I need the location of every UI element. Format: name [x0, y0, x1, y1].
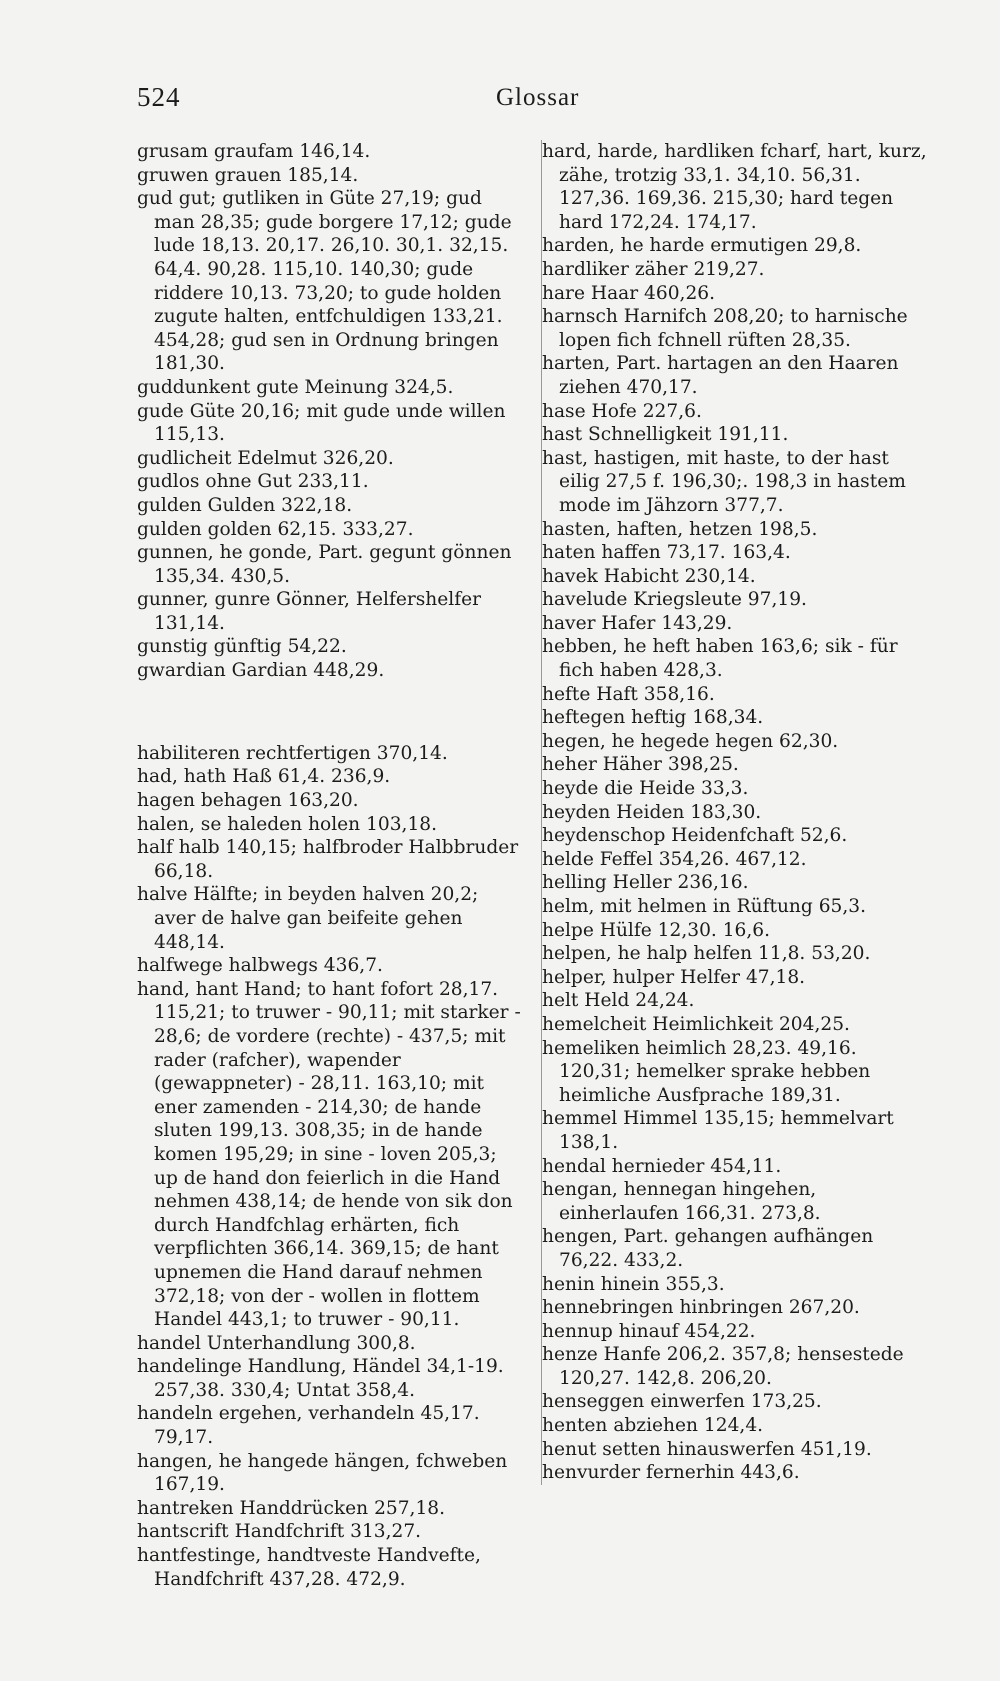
glossary-entry: hantreken Handdrücken 257,18.: [137, 1497, 446, 1519]
glossary-entry: hantfestinge, handtveste Handvefte, Handfchrift 437,28. 472,9.: [137, 1545, 481, 1590]
glossary-entry: handelinge Handlung, Händel 34,1-19. 257,38. 330,4; Untat 358,4.: [137, 1356, 504, 1401]
glossary-entry: harten, Part. hartagen an den Haaren ziehen 470,17.: [542, 353, 899, 398]
glossary-entry: hennebringen hinbringen 267,20.: [542, 1297, 860, 1319]
glossary-entry: halen, se haleden holen 103,18.: [137, 813, 438, 835]
glossary-entry: gude Güte 20,16; mit gude unde willen 115,13.: [137, 400, 506, 446]
glossary-entry: henseggen einwerfen 173,25.: [542, 1391, 822, 1413]
glossary-column-right: [541, 140, 932, 1485]
glossary-entry: hefte Haft 358,16.: [542, 683, 715, 705]
glossary-entry: helde Feffel 354,26. 467,12.: [542, 848, 807, 870]
glossary-entry: gunnen, he gonde, Part. gegunt gönnen 135,34. 430,5.: [137, 542, 512, 587]
glossary-entry: hantscrift Handfchrift 313,27.: [137, 1521, 422, 1543]
glossary-entry: hast, hastigen, mit haste, to der hast eilig 27,5 f. 196,30;. 198,3 in hastem mode im Jähzorn 377,7.: [542, 447, 906, 516]
glossary-entry: henut setten hinauswerfen 451,19.: [542, 1438, 872, 1460]
glossary-entry: helpen, he halp helfen 11,8. 53,20.: [542, 943, 871, 965]
glossary-entry: gud gut; gutliken in Güte 27,19; gud man 28,35; gude borgere 17,12; gude lude 18,13. 20,17. 26,10. 30,1. 32,15. 64,4. 90,28. 115,10. 140,30; gude riddere 10,13. 73,20; to gude holden zugute halten, entfchuldigen 133,21. 454,28; gud sen in Ordnung bringen 181,30.: [137, 188, 512, 375]
glossary-entry: hemeliken heimlich 28,23. 49,16. 120,31; hemelker sprake hebben heimliche Ausfprache 189,31.: [542, 1037, 871, 1106]
glossary-entry: hendal hernieder 454,11.: [542, 1155, 782, 1177]
glossary-entry: heyde die Heide 33,3.: [542, 778, 749, 800]
glossary-entry: gruwen grauen 185,14.: [137, 164, 359, 186]
page-header: [0, 82, 1000, 122]
glossary-entry: hard, harde, hardliken fcharf, hart, kurz, zähe, trotzig 33,1. 34,10. 56,31. 127,36. 169,36. 215,30; hard tegen hard 172,24. 174,17.: [542, 141, 927, 233]
glossary-entry: hennup hinauf 454,22.: [542, 1320, 756, 1342]
glossary-entry: gunner, gunre Gönner, Helfershelfer 131,14.: [137, 589, 482, 634]
glossary-entry: heydenschop Heidenfchaft 52,6.: [542, 825, 848, 847]
glossary-entry: heher Häher 398,25.: [542, 754, 739, 776]
glossary-entry: henten abziehen 124,4.: [542, 1415, 764, 1437]
glossary-entry: had, hath Haß 61,4. 236,9.: [137, 766, 391, 788]
glossary-entry: hagen behagen 163,20.: [137, 790, 359, 812]
glossary-entry: heftegen heftig 168,34.: [542, 707, 764, 729]
glossary-entry: handeln ergehen, verhandeln 45,17. 79,17.: [137, 1403, 480, 1449]
glossary-entry: hebben, he heft haben 163,6; sik - für fich haben 428,3.: [542, 636, 898, 682]
glossary-entry: gwardian Gardian 448,29.: [137, 660, 385, 682]
glossary-entry: gulden Gulden 322,18.: [137, 494, 353, 516]
glossary-entry: hengen, Part. gehangen aufhängen 76,22. 433,2.: [542, 1226, 874, 1271]
glossary-entry: hand, hant Hand; to hant fofort 28,17. 115,21; to truwer - 90,11; mit starker - 28,6; de vordere (rechte) - 437,5; mit rader (rafcher), wapender (gewappneter) - 28,11. 163,10; mit ener zamenden - 214,30; de hande sluten 199,13. 308,35; in de hande komen 195,29; in sine - loven 205,3; up de hand don feierlich in die Hand nehmen 438,14; de hende von sik don durch Handfchlag erhärten, fich verpflichten 366,14. 369,15; de hant upnemen die Hand darauf nehmen 372,18; von der - wollen in flottem Handel 443,1; to truwer - 90,11.: [137, 978, 521, 1331]
glossary-entry: hase Hofe 227,6.: [542, 400, 702, 422]
section-gap: [137, 701, 525, 723]
glossary-column-left: [137, 140, 525, 1591]
glossary-entry: harnsch Harnifch 208,20; to harnische lopen fich fchnell rüften 28,35.: [542, 306, 908, 351]
glossary-entry: hangen, he hangede hängen, fchweben 167,19.: [137, 1450, 508, 1496]
glossary-entry: havelude Kriegsleute 97,19.: [542, 589, 807, 611]
glossary-entry: harden, he harde ermutigen 29,8.: [542, 235, 862, 257]
glossary-entry: hegen, he hegede hegen 62,30.: [542, 730, 839, 752]
glossary-entry: gudlos ohne Gut 233,11.: [137, 471, 369, 493]
running-title: Glossar: [496, 84, 580, 111]
glossary-entry: halve Hälfte; in beyden halven 20,2; aver de halve gan beifeite gehen 448,14.: [137, 884, 479, 953]
glossary-entry: hast Schnelligkeit 191,11.: [542, 424, 789, 446]
glossary-entry: helt Held 24,24.: [542, 990, 695, 1012]
glossary-entry: heyden Heiden 183,30.: [542, 801, 762, 823]
glossary-entry: henvurder fernerhin 443,6.: [542, 1462, 800, 1484]
glossary-entry: handel Unterhandlung 300,8.: [137, 1332, 416, 1354]
glossary-entry: helper, hulper Helfer 47,18.: [542, 966, 806, 988]
glossary-entry: gunstig günftig 54,22.: [137, 636, 347, 658]
glossary-entry: grusam graufam 146,14.: [137, 141, 371, 162]
glossary-entry: gudlicheit Edelmut 326,20.: [137, 447, 394, 469]
glossary-entry: guddunkent gute Meinung 324,5.: [137, 376, 454, 398]
glossary-entry: haten haffen 73,17. 163,4.: [542, 542, 791, 564]
glossary-entry: henin hinein 355,3.: [542, 1273, 725, 1295]
glossary-entry: hasten, haften, hetzen 198,5.: [542, 518, 818, 540]
glossary-entry: hare Haar 460,26.: [542, 282, 716, 304]
glossary-entry: gulden golden 62,15. 333,27.: [137, 518, 414, 540]
glossary-entry: hengan, hennegan hingehen, einherlaufen 166,31. 273,8.: [542, 1179, 821, 1224]
glossary-entry: helpe Hülfe 12,30. 16,6.: [542, 919, 771, 941]
glossary-entry: hardliker zäher 219,27.: [542, 258, 765, 280]
glossary-entry: habiliteren rechtfertigen 370,14.: [137, 742, 448, 764]
glossary-entry: hemelcheit Heimlichkeit 204,25.: [542, 1013, 850, 1035]
glossary-entry: hemmel Himmel 135,15; hemmelvart 138,1.: [542, 1108, 894, 1153]
glossary-entry: haver Hafer 143,29.: [542, 612, 733, 634]
glossary-entry: halfwege halbwegs 436,7.: [137, 955, 383, 977]
glossary-entry: henze Hanfe 206,2. 357,8; hensestede 120,27. 142,8. 206,20.: [542, 1344, 904, 1389]
glossary-entry: havek Habicht 230,14.: [542, 565, 756, 587]
glossary-entry: helm, mit helmen in Rüftung 65,3.: [542, 896, 867, 917]
glossary-entry: helling Heller 236,16.: [542, 872, 749, 894]
glossary-entry: half halb 140,15; halfbroder Halbbruder 66,18.: [137, 837, 519, 882]
page-number: 524: [137, 82, 181, 112]
